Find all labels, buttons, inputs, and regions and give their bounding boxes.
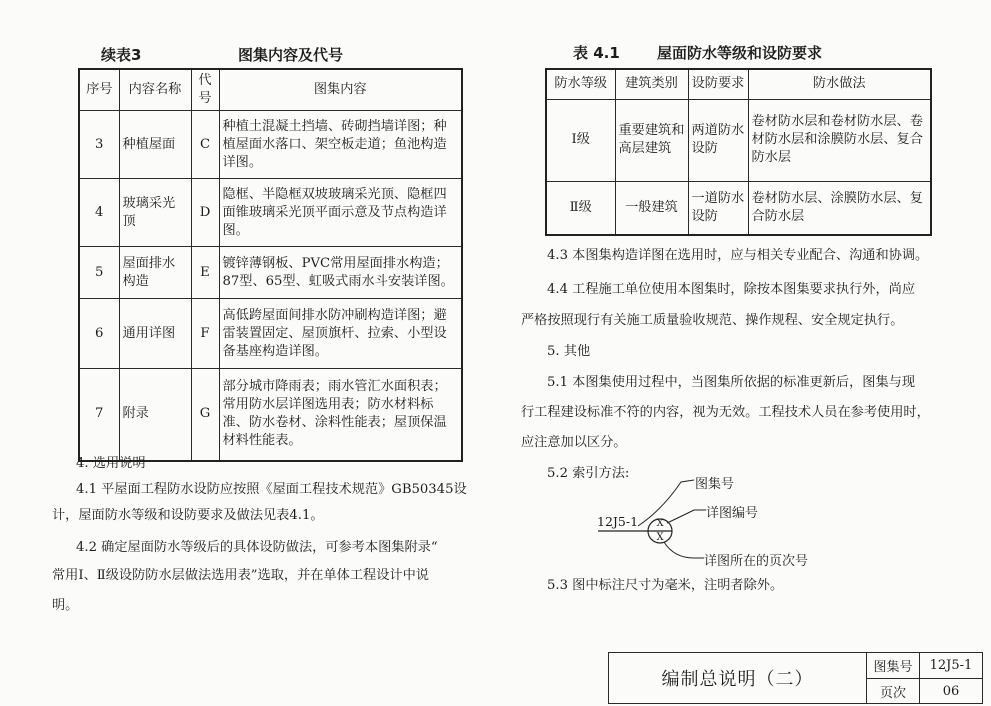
row-category: 重要建筑和高层建筑 <box>615 99 688 181</box>
row-code: F <box>191 299 219 369</box>
table-row <box>546 181 931 235</box>
atlas-no-label: 图集号 <box>867 653 920 679</box>
para-5-1-line1: 5.1 本图集使用过程中，当图集所依据的标准更新后，图集与现 <box>547 375 916 390</box>
para-4-1-line1: 4.1 平屋面工程防水设防应按照《屋面工程技术规范》GB50345设 <box>76 482 467 497</box>
section-4-heading: 4. 选用说明 <box>76 456 146 471</box>
table-row <box>546 99 931 181</box>
title-block <box>608 652 983 704</box>
row-name: 通用详图 <box>119 299 191 369</box>
page-no-label: 页次 <box>867 679 920 704</box>
row-code: E <box>191 247 219 299</box>
row-name: 屋面排水构造 <box>119 247 191 299</box>
atlas-no-value: 12J5-1 <box>920 653 983 679</box>
table-row <box>79 179 462 247</box>
row-code: C <box>191 111 219 179</box>
row-content: 部分城市降雨表；雨水管汇水面积表；常用防水层详图选用表；防水材料标准、防水卷材、涂料性能表；屋顶保温材料性能表。 <box>219 369 462 461</box>
row-grade: Ⅰ级 <box>546 99 615 181</box>
table-row <box>79 369 462 461</box>
row-content: 种植土混凝土挡墙、砖砌挡墙详图；种植屋面水落口、架空板走道；鱼池构造详图。 <box>219 111 462 179</box>
row-no: 4 <box>79 179 119 247</box>
table-row <box>79 299 462 369</box>
table41-header-category: 建筑类别 <box>615 69 688 99</box>
para-4-2-line1: 4.2 确定屋面防水等级后的具体设防做法，可参考本图集附录“ <box>76 540 438 555</box>
row-name: 玻璃采光顶 <box>119 179 191 247</box>
index-bottom-mark: X <box>656 532 664 543</box>
row-method: 卷材防水层、涂膜防水层、复合防水层 <box>748 181 931 235</box>
table41-caption-label: 表 4.1 <box>573 44 620 62</box>
row-content: 镀锌薄钢板、PVC常用屋面排水构造；87型、65型、虹吸式雨水斗安装详图。 <box>219 247 462 299</box>
index-label-detail: 详图编号 <box>706 506 759 521</box>
para-4-2-line2: 常用Ⅰ、Ⅱ级设防防水层做法选用表”选取，并在单体工程设计中说 <box>52 568 429 583</box>
table3-header-name: 内容名称 <box>119 69 191 111</box>
table41-header-method: 防水做法 <box>748 69 931 99</box>
row-name: 种植屋面 <box>119 111 191 179</box>
row-name: 附录 <box>119 369 191 461</box>
para-4-4-line2: 严格按照现行有关施工质量验收规范、操作规程、安全规定执行。 <box>521 313 904 328</box>
table3-header-code: 代号 <box>191 69 219 111</box>
para-5-3: 5.3 图中标注尺寸为毫米，注明者除外。 <box>547 578 784 593</box>
table-row <box>79 111 462 179</box>
para-4-1-line2: 计，屋面防水等级和设防要求及做法见表4.1。 <box>52 508 324 523</box>
sheet-title: 编制总说明（二） <box>609 653 867 704</box>
para-5-1-line2: 行工程建设标准不符的内容，视为无效。工程技术人员在参考使用时， <box>521 405 930 420</box>
para-4-2-line3: 明。 <box>52 598 79 613</box>
table41 <box>545 68 932 236</box>
table3-caption-title: 图集内容及代号 <box>238 46 344 64</box>
row-requirement: 一道防水设防 <box>688 181 748 235</box>
table41-header-grade: 防水等级 <box>546 69 615 99</box>
index-top-mark: X <box>656 518 664 529</box>
para-4-4-line1: 4.4 工程施工单位使用本图集时，除按本图集要求执行外，尚应 <box>547 282 916 297</box>
table41-header-requirement: 设防要求 <box>688 69 748 99</box>
table3-header-content: 图集内容 <box>219 69 462 111</box>
row-code: D <box>191 179 219 247</box>
row-grade: Ⅱ级 <box>546 181 615 235</box>
row-requirement: 两道防水设防 <box>688 99 748 181</box>
table3-header-no: 序号 <box>79 69 119 111</box>
row-content: 隐框、半隐框双坡玻璃采光顶、隐框四面锥玻璃采光顶平面示意及节点构造详图。 <box>219 179 462 247</box>
row-content: 高低跨屋面间排水防冲刷构造详图；避雷装置固定、屋顶旗杆、拉索、小型设备基座构造详图。 <box>219 299 462 369</box>
leader-page-no <box>664 542 704 558</box>
index-atlas-number: 12J5-1 <box>597 514 639 529</box>
index-label-atlas: 图集号 <box>695 477 735 492</box>
row-no: 6 <box>79 299 119 369</box>
row-no: 7 <box>79 369 119 461</box>
row-method: 卷材防水层和卷材防水层、卷材防水层和涂膜防水层、复合防水层 <box>748 99 931 181</box>
leader-detail-no <box>667 510 706 523</box>
table3 <box>78 68 463 462</box>
section-5-heading: 5. 其他 <box>547 344 591 359</box>
para-5-1-line3: 应注意加以区分。 <box>521 435 627 450</box>
para-4-3: 4.3 本图集构造详图在选用时，应与相关专业配合、沟通和协调。 <box>547 248 929 263</box>
row-code: G <box>191 369 219 461</box>
row-no: 3 <box>79 111 119 179</box>
table41-caption-title: 屋面防水等级和设防要求 <box>657 44 823 62</box>
table-row <box>79 247 462 299</box>
table3-caption-label: 续表3 <box>101 46 142 64</box>
row-no: 5 <box>79 247 119 299</box>
table41-header-row <box>546 69 931 99</box>
page-no-value: 06 <box>920 679 983 704</box>
para-5-2: 5.2 索引方法: <box>547 466 630 481</box>
table3-header-row <box>79 69 462 111</box>
row-category: 一般建筑 <box>615 181 688 235</box>
leader-atlas-no <box>638 480 694 526</box>
index-label-page: 详图所在的页次号 <box>704 554 809 569</box>
